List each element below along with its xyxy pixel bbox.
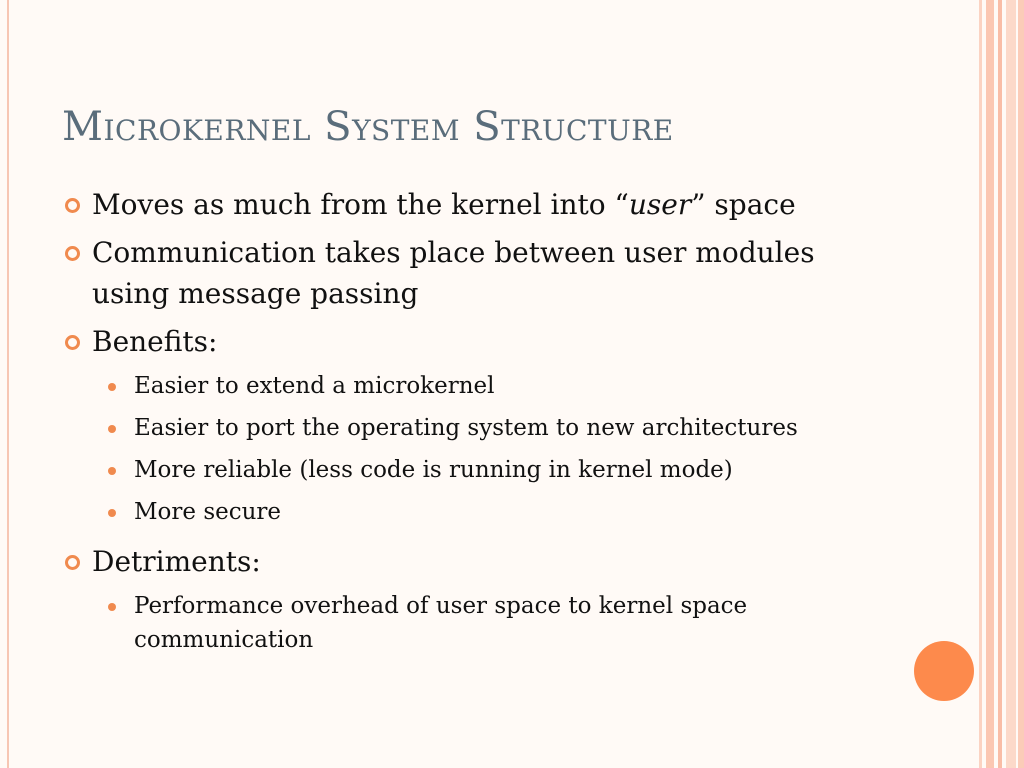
bullet-item <box>62 184 882 225</box>
decorative-circle <box>914 641 974 701</box>
right-stripe <box>998 0 1002 768</box>
dot-bullet-icon <box>108 383 116 391</box>
sub-bullet-text: More secure <box>134 499 282 525</box>
bullet-list <box>62 184 882 665</box>
right-stripe <box>1006 0 1016 768</box>
bullet-text: Benefits: <box>92 325 218 358</box>
bullet-item <box>62 541 882 582</box>
sub-bullet-text: Easier to port the operating system to new architectures <box>134 415 798 441</box>
bullet-item <box>62 321 882 362</box>
bullet-text: Communication takes place between user modules using message passing <box>92 236 815 310</box>
sub-bullet-item <box>104 369 882 403</box>
bullet-text: ” space <box>691 188 796 221</box>
dot-bullet-icon <box>108 509 116 517</box>
bullet-emphasis: user <box>628 188 692 221</box>
bullet-item <box>62 232 882 314</box>
ring-bullet-icon <box>65 246 80 261</box>
right-stripe <box>986 0 994 768</box>
slide-title: Microkernel System Structure <box>62 104 674 150</box>
sub-bullet-item <box>104 589 882 657</box>
sub-bullet-item <box>104 453 882 487</box>
dot-bullet-icon <box>108 425 116 433</box>
sub-bullet-item <box>104 495 882 529</box>
dot-bullet-icon <box>108 467 116 475</box>
ring-bullet-icon <box>65 555 80 570</box>
sub-bullet-text: More reliable (less code is running in kernel mode) <box>134 457 733 483</box>
bullet-text: Moves as much from the kernel into “ <box>92 188 629 221</box>
dot-bullet-icon <box>108 603 116 611</box>
sub-bullet-text: Easier to extend a microkernel <box>134 373 495 399</box>
sub-bullet-item <box>104 411 882 445</box>
bullet-text: Detriments: <box>92 545 261 578</box>
ring-bullet-icon <box>65 335 80 350</box>
left-border-line <box>7 0 9 768</box>
right-stripe <box>979 0 982 768</box>
sub-bullet-text: Performance overhead of user space to kernel space communication <box>134 593 748 653</box>
ring-bullet-icon <box>65 198 80 213</box>
right-stripe <box>1018 0 1024 768</box>
